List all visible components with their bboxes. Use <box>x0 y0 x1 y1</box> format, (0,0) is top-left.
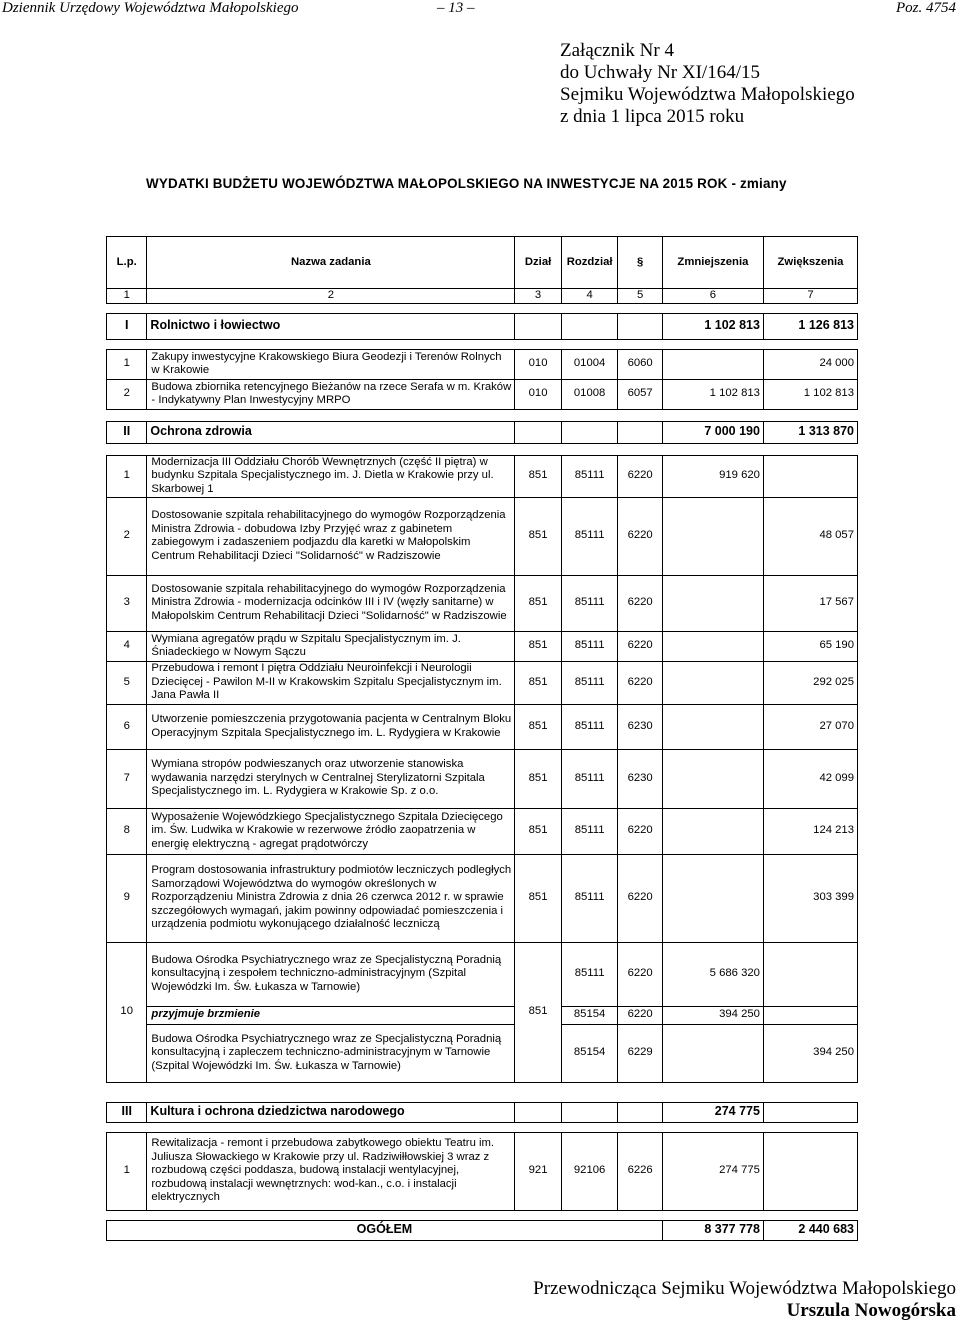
section-row <box>107 421 858 443</box>
table-row <box>107 1024 858 1082</box>
col-number: 1 <box>107 289 147 304</box>
table-row <box>107 749 858 808</box>
section-lp: I <box>107 313 147 339</box>
col-plus: Zwiększenia <box>763 237 857 289</box>
row-plus <box>763 455 857 497</box>
col-number: 3 <box>515 289 561 304</box>
row-paragraph: 6220 <box>618 455 662 497</box>
row-name: Rewitalizacja - remont i przebudowa zabytkowego obiektu Teatru im. Juliusza Słowackiego w Krakowie przy ul. Radziwiłłowskiej 3 wraz z rozbudową części poddasza, budową instalacji wentylacyjnej, rozbudową instalacji wewnętrznych: wod-kan., c.o. i instalacji elektrycznych <box>147 1132 515 1210</box>
col-paragraph: § <box>618 237 662 289</box>
row-rozdzial: 85111 <box>561 497 618 575</box>
signature-role: Przewodnicząca Sejmiku Województwa Małopolskiego <box>533 1278 956 1299</box>
attachment-block <box>560 40 855 128</box>
row-rozdzial: 85111 <box>561 704 618 749</box>
journal-name: Dziennik Urzędowy Województwa Małopolskiego <box>2 0 299 16</box>
row-lp: 6 <box>107 704 147 749</box>
attachment-line: do Uchwały Nr XI/164/15 <box>560 62 760 83</box>
row-paragraph: 6230 <box>618 749 662 808</box>
row-minus: 5 686 320 <box>662 942 763 1006</box>
section-minus: 274 775 <box>662 1102 763 1122</box>
table-row <box>107 942 858 1006</box>
row-paragraph: 6220 <box>618 497 662 575</box>
row-plus: 394 250 <box>763 1024 857 1082</box>
row-minus <box>662 349 763 379</box>
section-name: Rolnictwo i łowiectwo <box>147 313 515 339</box>
row-name: Budowa zbiornika retencyjnego Bieżanów na rzece Serafa w m. Kraków - Indykatywny Plan Inwestycyjny MRPO <box>147 379 515 409</box>
column-number-row <box>107 289 858 304</box>
table-row <box>107 704 858 749</box>
section-row <box>107 313 858 339</box>
signature-name: Urszula Nowogórska <box>786 1300 956 1321</box>
col-number: 5 <box>618 289 662 304</box>
row-name: Wymiana agregatów prądu w Szpitalu Specjalistycznym im. J. Śniadeckiego w Nowym Sączu <box>147 631 515 661</box>
row-lp: 2 <box>107 497 147 575</box>
table-row <box>107 497 858 575</box>
table-row <box>107 1132 858 1210</box>
row-plus <box>763 1132 857 1210</box>
row-plus: 48 057 <box>763 497 857 575</box>
row-paragraph: 6220 <box>618 575 662 631</box>
row-lp: 9 <box>107 854 147 942</box>
row-rozdzial: 85111 <box>561 455 618 497</box>
row-plus: 292 025 <box>763 661 857 704</box>
col-rozdzial: Rozdział <box>561 237 618 289</box>
row-paragraph: 6060 <box>618 349 662 379</box>
section-name: Kultura i ochrona dziedzictwa narodowego <box>147 1102 515 1122</box>
total-label: OGÓŁEM <box>107 1220 663 1240</box>
row-paragraph: 6220 <box>618 631 662 661</box>
col-name: Nazwa zadania <box>147 237 515 289</box>
row-minus <box>662 704 763 749</box>
table-row <box>107 349 858 379</box>
row-minus <box>662 661 763 704</box>
total-minus: 8 377 778 <box>662 1220 763 1240</box>
row-paragraph: 6229 <box>618 1024 662 1082</box>
section-minus: 1 102 813 <box>662 313 763 339</box>
section-lp: II <box>107 421 147 443</box>
total-plus: 2 440 683 <box>763 1220 857 1240</box>
table-header-row <box>107 237 858 289</box>
row-minus: 1 102 813 <box>662 379 763 409</box>
section-lp: III <box>107 1102 147 1122</box>
row-rozdzial: 01008 <box>561 379 618 409</box>
row-minus: 274 775 <box>662 1132 763 1210</box>
table-row <box>107 379 858 409</box>
row-dzial: 851 <box>515 854 561 942</box>
row-paragraph: 6057 <box>618 379 662 409</box>
row-plus: 303 399 <box>763 854 857 942</box>
page-number: – 13 – <box>437 0 475 16</box>
row-paragraph: 6220 <box>618 661 662 704</box>
row-paragraph: 6220 <box>618 1006 662 1024</box>
row-dzial: 851 <box>515 661 561 704</box>
row-dzial: 921 <box>515 1132 561 1210</box>
row-dzial: 851 <box>515 704 561 749</box>
row-dzial: 851 <box>515 631 561 661</box>
row-dzial: 010 <box>515 349 561 379</box>
row-minus <box>662 631 763 661</box>
row-name: Dostosowanie szpitala rehabilitacyjnego do wymogów Rozporządzenia Ministra Zdrowia - dobudowa Izby Przyjęć wraz z gabinetem zabiegowym i zadaszeniem podjazdu dla karetki w Małopolskim Centrum Rehabilitacji Dzieci "Solidarność" w Radziszowie <box>147 497 515 575</box>
section-plus: 1 126 813 <box>763 313 857 339</box>
attachment-line: z dnia 1 lipca 2015 roku <box>560 106 745 127</box>
col-number: 7 <box>763 289 857 304</box>
row-name: Modernizacja III Oddziału Chorób Wewnętrznych (część II piętra) w budynku Szpitala Specjalistycznego im. J. Dietla w Krakowie przy ul. Skarbowej 1 <box>147 455 515 497</box>
row-dzial: 851 <box>515 575 561 631</box>
total-row <box>107 1220 858 1240</box>
row-lp: 8 <box>107 808 147 854</box>
position-number: Poz. 4754 <box>896 0 956 16</box>
attachment-line: Sejmiku Województwa Małopolskiego <box>560 84 855 105</box>
row-lp: 7 <box>107 749 147 808</box>
row-paragraph: 6220 <box>618 854 662 942</box>
row-dzial: 851 <box>515 497 561 575</box>
table-row <box>107 631 858 661</box>
row-minus: 919 620 <box>662 455 763 497</box>
row-name: Utworzenie pomieszczenia przygotowania pacjenta w Centralnym Bloku Operacyjnym Szpitala Specjalistycznego im. L. Rydygiera w Krakowie <box>147 704 515 749</box>
row-name: Wyposażenie Wojewódzkiego Specjalistycznego Szpitala Dziecięcego im. Św. Ludwika w Krakowie w rezerwowe źródło zaopatrzenia w energię elektryczną - agregat prądotwórczy <box>147 808 515 854</box>
row-minus <box>662 1024 763 1082</box>
row-minus <box>662 808 763 854</box>
col-minus: Zmniejszenia <box>662 237 763 289</box>
row-dzial: 851 <box>515 808 561 854</box>
section-plus: 1 313 870 <box>763 421 857 443</box>
col-number: 6 <box>662 289 763 304</box>
row-plus: 24 000 <box>763 349 857 379</box>
row-lp: 2 <box>107 379 147 409</box>
row-lp: 1 <box>107 455 147 497</box>
row-lp: 5 <box>107 661 147 704</box>
section-row <box>107 1102 858 1122</box>
expenditure-table <box>106 236 858 1241</box>
row-lp: 1 <box>107 349 147 379</box>
row-minus: 394 250 <box>662 1006 763 1024</box>
rewording-note: przyjmuje brzmienie <box>147 1006 515 1024</box>
row-lp: 3 <box>107 575 147 631</box>
row-dzial: 851 <box>515 749 561 808</box>
col-lp: L.p. <box>107 237 147 289</box>
table-row <box>107 854 858 942</box>
row-plus: 1 102 813 <box>763 379 857 409</box>
row-rozdzial: 85111 <box>561 808 618 854</box>
row-plus: 17 567 <box>763 575 857 631</box>
row-plus: 27 070 <box>763 704 857 749</box>
row-paragraph: 6226 <box>618 1132 662 1210</box>
document-title: WYDATKI BUDŻETU WOJEWÓDZTWA MAŁOPOLSKIEGO NA INWESTYCJE NA 2015 ROK - zmiany <box>146 176 787 191</box>
col-number: 4 <box>561 289 618 304</box>
table-row <box>107 808 858 854</box>
row-rozdzial: 85154 <box>561 1006 618 1024</box>
row-lp: 4 <box>107 631 147 661</box>
signature-block <box>533 1278 956 1322</box>
row-dzial: 010 <box>515 379 561 409</box>
row-plus: 124 213 <box>763 808 857 854</box>
attachment-line: Załącznik Nr 4 <box>560 40 674 61</box>
row-name: Wymiana stropów podwieszanych oraz utworzenie stanowiska wydawania narzędzi sterylnych w Centralnej Sterylizatorni Szpitala Specjalistycznego im. L. Rydygiera w Krakowie Sp. z o.o. <box>147 749 515 808</box>
row-plus: 65 190 <box>763 631 857 661</box>
row-dzial: 851 <box>515 942 561 1082</box>
row-paragraph: 6230 <box>618 704 662 749</box>
row-lp: 10 <box>107 942 147 1082</box>
row-name: Zakupy inwestycyjne Krakowskiego Biura Geodezji i Terenów Rolnych w Krakowie <box>147 349 515 379</box>
row-lp: 1 <box>107 1132 147 1210</box>
row-minus <box>662 497 763 575</box>
section-plus <box>763 1102 857 1122</box>
row-minus <box>662 749 763 808</box>
row-rozdzial: 85154 <box>561 1024 618 1082</box>
row-rozdzial: 85111 <box>561 631 618 661</box>
row-plus <box>763 942 857 1006</box>
col-dzial: Dział <box>515 237 561 289</box>
row-minus <box>662 854 763 942</box>
row-rozdzial: 85111 <box>561 749 618 808</box>
row-plus: 42 099 <box>763 749 857 808</box>
row-name: Program dostosowania infrastruktury podmiotów leczniczych podległych Samorządowi Województwa do wymogów określonych w Rozporządzeniu Ministra Zdrowia z dnia 26 czerwca 2012 r. w sprawie szczegółowych wymagań, jakim powinny odpowiadać pomieszczenia i urządzenia podmiotu wykonującego działalność leczniczą <box>147 854 515 942</box>
section-minus: 7 000 190 <box>662 421 763 443</box>
row-name: Dostosowanie szpitala rehabilitacyjnego do wymogów Rozporządzenia Ministra Zdrowia - modernizacja odcinków III i IV (węzły sanitarne) w Małopolskim Centrum Rehabilitacji Dzieci "Solidarność" w Radziszowie <box>147 575 515 631</box>
row-name: Budowa Ośrodka Psychiatrycznego wraz ze Specjalistyczną Poradnią konsultacyjną i zapleczem techniczno-administracyjnym w Tarnowie (Szpital Wojewódzki Im. Św. Łukasza w Tarnowie) <box>147 1024 515 1082</box>
col-number: 2 <box>147 289 515 304</box>
row-plus <box>763 1006 857 1024</box>
row-rozdzial: 85111 <box>561 575 618 631</box>
row-minus <box>662 575 763 631</box>
section-name: Ochrona zdrowia <box>147 421 515 443</box>
row-rozdzial: 85111 <box>561 661 618 704</box>
table-row <box>107 575 858 631</box>
table-row <box>107 455 858 497</box>
row-rozdzial: 01004 <box>561 349 618 379</box>
row-rozdzial: 92106 <box>561 1132 618 1210</box>
row-name: Przebudowa i remont I piętra Oddziału Neuroinfekcji i Neurologii Dziecięcej - Pawilon M-II w Krakowskim Szpitalu Specjalistycznym im. Jana Pawła II <box>147 661 515 704</box>
table-row <box>107 661 858 704</box>
page-header <box>0 0 960 18</box>
row-paragraph: 6220 <box>618 942 662 1006</box>
row-dzial: 851 <box>515 455 561 497</box>
row-rozdzial: 85111 <box>561 854 618 942</box>
row-rozdzial: 85111 <box>561 942 618 1006</box>
row-paragraph: 6220 <box>618 808 662 854</box>
row-name: Budowa Ośrodka Psychiatrycznego wraz ze Specjalistyczną Poradnią konsultacyjną i zespołem techniczno-administracyjnym (Szpital Wojewódzki Im. Św. Łukasza w Tarnowie) <box>147 942 515 1006</box>
